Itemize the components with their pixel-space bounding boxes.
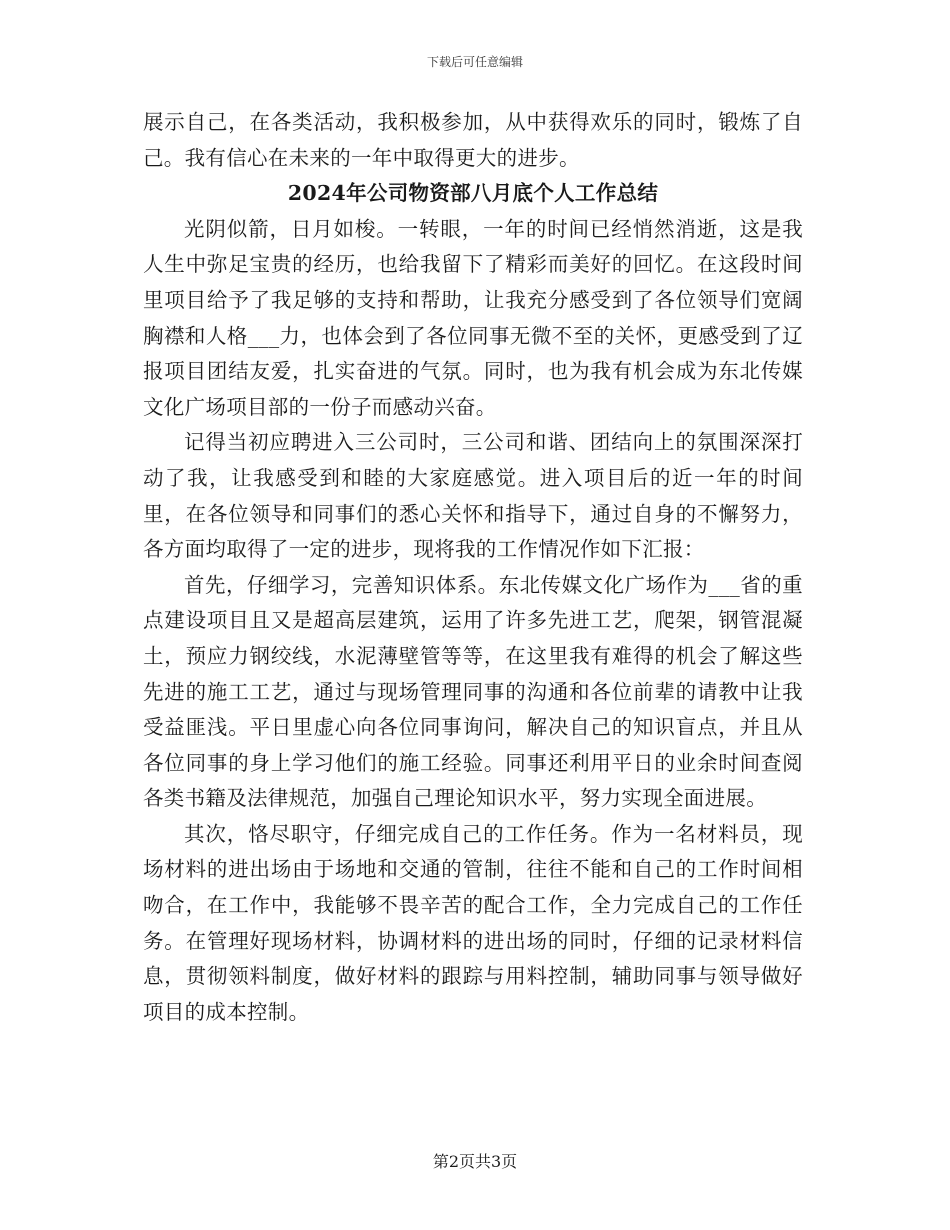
intro-paragraph: 展示自己，在各类活动，我积极参加，从中获得欢乐的同时，锻炼了自己。我有信心在未来的一年中取得更大的进步。 bbox=[143, 110, 803, 170]
page-header-note: 下载后可任意编辑 bbox=[426, 55, 523, 69]
body-paragraph-1: 光阴似箭，日月如梭。一转眼，一年的时间已经悄然消逝，这是我人生中弥足宝贵的经历，也给我留下了精彩而美好的回忆。在这段时间里项目给予了我足够的支持和帮助，让我充分感受到了各位领导们宽阔胸襟和人格___力，也体会到了各位同事无微不至的关怀，更感受到了辽报项目团结友爱，扎实奋进的气氛。同时，也为我有机会成为东北传媒文化广场项目部的一份子而感动兴奋。 bbox=[143, 216, 803, 419]
page-number: 第2页共3页 bbox=[432, 1152, 518, 1171]
document-title: 2024年公司物资部八月底个人工作总结 bbox=[287, 181, 659, 206]
body-paragraph-4: 其次，恪尽职守，仔细完成自己的工作任务。作为一名材料员，现场材料的进出场由于场地和交通的管制，往往不能和自己的工作时间相吻合，在工作中，我能够不畏辛苦的配合工作，全力完成自己的工作任务。在管理好现场材料，协调材料的进出场的同时，仔细的记录材料信息，贯彻领料制度，做好材料的跟踪与用料控制，辅助同事与领导做好项目的成本控制。 bbox=[143, 821, 803, 1024]
document-body bbox=[143, 105, 803, 1030]
body-paragraph-3: 首先，仔细学习，完善知识体系。东北传媒文化广场作为___省的重点建设项目且又是超高层建筑，运用了许多先进工艺，爬架，钢管混凝土，预应力钢绞线，水泥薄壁管等等，在这里我有难得的机会了解这些先进的施工工艺，通过与现场管理同事的沟通和各位前辈的请教中让我受益匪浅。平日里虚心向各位同事询问，解决自己的知识盲点，并且从各位同事的身上学习他们的施工经验。同事还利用平日的业余时间查阅各类书籍及法律规范，加强自己理论知识水平，努力实现全面进展。 bbox=[143, 572, 803, 811]
body-paragraph-2: 记得当初应聘进入三公司时，三公司和谐、团结向上的氛围深深打动了我，让我感受到和睦的大家庭感觉。进入项目后的近一年的时间里，在各位领导和同事们的悉心关怀和指导下，通过自身的不懈努力，各方面均取得了一定的进步，现将我的工作情况作如下汇报： bbox=[143, 430, 803, 562]
